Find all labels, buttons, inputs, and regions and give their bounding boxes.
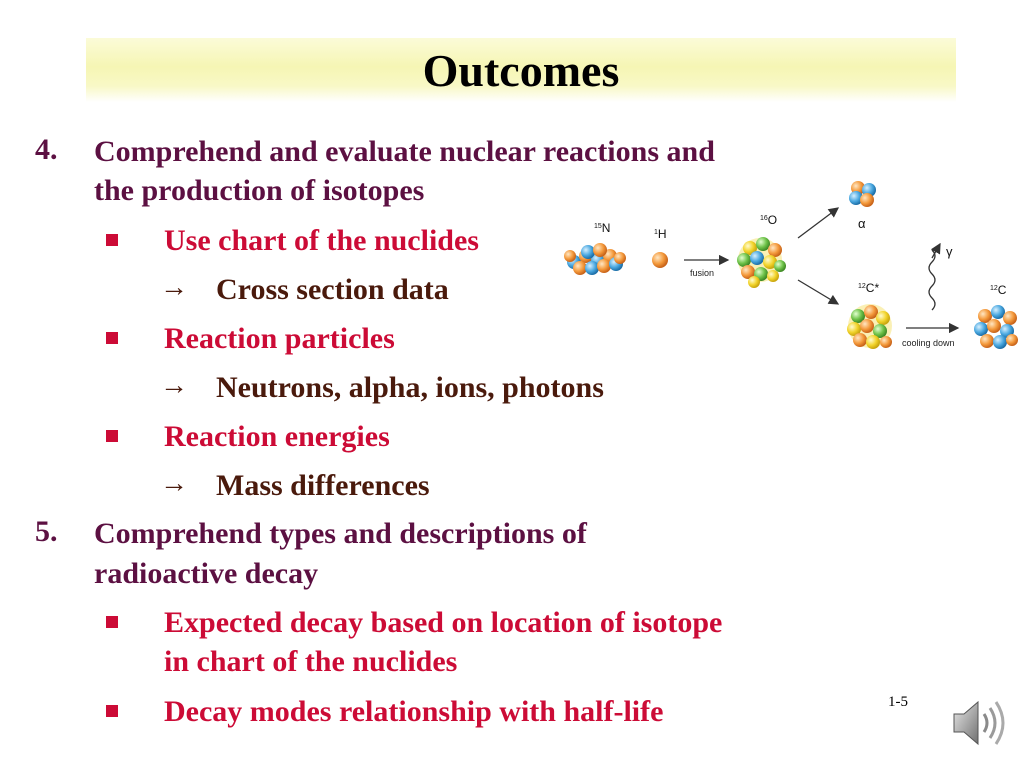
fusion-label: fusion [690, 268, 715, 278]
proton [652, 252, 668, 268]
slide-title: Outcomes [422, 45, 620, 96]
n15-nucleus [564, 243, 626, 275]
square-bullet-icon [106, 332, 118, 344]
sub-reaction-particles: Reaction particles [164, 322, 395, 355]
o16-label: $^{16}$O [760, 213, 778, 227]
c12-excited-label: $^{12}$C* [858, 281, 880, 295]
sub-expected-decay-line-2: in chart of the nuclides [164, 645, 458, 678]
square-bullet-icon [106, 234, 118, 246]
item-5-line-2: radioactive decay [94, 557, 319, 590]
gamma-label: γ [946, 244, 953, 259]
square-bullet-icon [106, 705, 118, 717]
item-4-line-2: the production of isotopes [94, 174, 425, 207]
square-bullet-icon [106, 430, 118, 442]
item-number-4: 4. [35, 133, 58, 166]
title-band [86, 38, 956, 102]
page-number: 1-5 [888, 694, 908, 710]
alpha-branch-arrow [798, 208, 838, 238]
c12-branch-arrow [798, 280, 838, 304]
sub-cross-section: Cross section data [216, 273, 449, 306]
sub-particles-detail: Neutrons, alpha, ions, photons [216, 371, 604, 404]
h1-label: $^1$H [654, 227, 667, 241]
sub-reaction-energies: Reaction energies [164, 420, 390, 453]
item-4-line-1: Comprehend and evaluate nuclear reactions and [94, 135, 715, 168]
alpha-label: α [858, 216, 866, 231]
gamma-wave [929, 250, 935, 310]
item-number-5: 5. [35, 515, 58, 548]
nuclear-reaction-diagram [560, 176, 1024, 366]
o16-nucleus [737, 237, 786, 288]
cooling-label: cooling down [902, 338, 955, 348]
alpha-particle [849, 181, 876, 207]
arrow-right-icon: → [160, 370, 188, 401]
speaker-icon[interactable] [950, 694, 1008, 752]
arrow-right-icon: → [160, 272, 188, 303]
sub-energies-detail: Mass differences [216, 469, 430, 502]
sub-chart-of-nuclides: Use chart of the nuclides [164, 224, 479, 257]
sub-decay-modes: Decay modes relationship with half-life [164, 695, 664, 728]
item-5-line-1: Comprehend types and descriptions of [94, 517, 587, 550]
arrow-right-icon: → [160, 468, 188, 499]
c12-nucleus [974, 305, 1018, 349]
sub-expected-decay-line-1: Expected decay based on location of isotope [164, 606, 723, 639]
c12-label: $^{12}$C [990, 283, 1007, 297]
square-bullet-icon [106, 616, 118, 628]
n15-label: $^{15}$N [594, 221, 611, 235]
c12-excited-nucleus [847, 304, 892, 349]
